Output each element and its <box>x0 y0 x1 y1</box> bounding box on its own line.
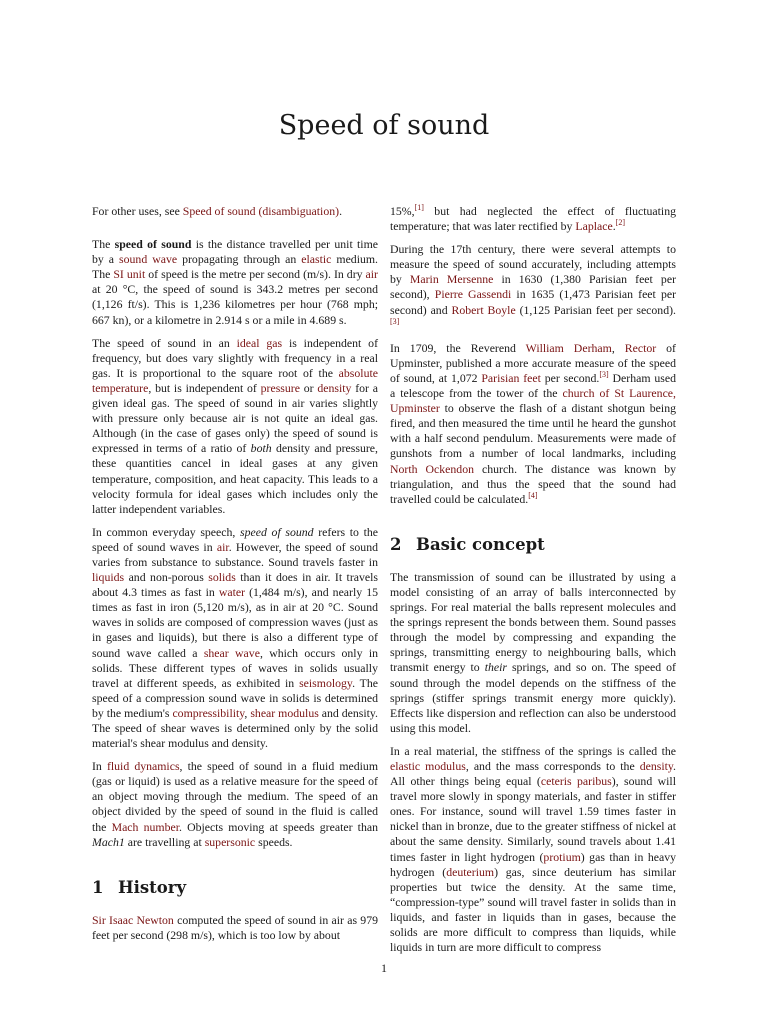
link-air[interactable]: air <box>365 267 378 282</box>
link-density[interactable]: density <box>317 380 352 395</box>
link-deuterium[interactable]: deuterium <box>446 864 495 879</box>
link-supersonic[interactable]: supersonic <box>204 834 256 849</box>
section-heading-basic-concept: 2 Basic concept <box>390 534 545 554</box>
history-paragraph: Sir Isaac Newton computed the speed of sound in air as 979 feet per second (298 m/s), which is too low by about <box>92 912 378 942</box>
link-church-st-laurence[interactable]: church of St Laurence, Upminster <box>390 386 676 416</box>
link-william-derham[interactable]: William Derham <box>525 340 612 355</box>
link-compressibility[interactable]: compressibility <box>172 705 245 720</box>
link-ceteris-paribus[interactable]: ceteris paribus <box>540 774 612 789</box>
everyday-speech-paragraph: In common everyday speech, speed of sound refers to the speed of sound waves in air. However, the speed of sound varies from substance to substance. Sound travels faster in liquids and non-porous solids than it does in air. It travels about 4.3 times as fast in water (1,484 m/s), and nearly 15 times as fast in iron (5,120 m/s), as in air at 20 °C. Sound waves in solids are composed of compression waves (just as in gases and liquids), but there is also a different type of sound wave called a shear wave, which occurs only in solids. These different types of waves in solids usually travel at different speeds, as exhibited in seismology. The speed of a compression sound wave in solids is determined by the medium's compressibility, shear modulus and density. The speed of shear waves is determined only by the solid material's shear modulus and density. <box>92 524 379 751</box>
link-disambiguation[interactable]: Speed of sound (disambiguation) <box>182 204 340 218</box>
link-pierre-gassendi[interactable]: Pierre Gassendi <box>434 287 512 302</box>
link-sound-wave[interactable]: sound wave <box>119 252 178 267</box>
link-robert-boyle[interactable]: Robert Boyle <box>451 302 516 317</box>
citation-1[interactable]: [1] <box>414 203 424 213</box>
link-elastic[interactable]: elastic <box>301 252 332 267</box>
basic-concept-paragraph: The transmission of sound can be illustrated by using a model consisting of an array of balls interconnected by springs. For real material the balls represent molecules and the springs represent the bonds between them. Sound passes through the model by compressing and expanding the springs, transmitting energy to neighbouring balls, which transmit energy to their springs, and so on. The speed of sound through the model depends on the stiffness of the springs (stiffer springs transmit energy more quickly). Effects like dispersion and reflection can also be understood using this model. <box>390 569 676 735</box>
right-column <box>390 204 676 963</box>
intro-paragraph: The speed of sound is the distance travelled per unit time by a sound wave propagating through an elastic medium. The SI unit of speed is the metre per second (m/s). In dry air at 20 °C, the speed of sound is 343.2 metres per second (1,126 ft/s). This is 1,236 kilometres per hour (768 mph; 667 kn), or a kilometre in 2.914 s or a mile in 4.689 s. <box>92 237 379 327</box>
link-pressure[interactable]: pressure <box>260 380 300 395</box>
link-shear-wave[interactable]: shear wave <box>203 645 260 660</box>
citation-4[interactable]: [4] <box>528 490 538 500</box>
link-mach-number[interactable]: Mach number <box>111 819 179 834</box>
link-seismology[interactable]: seismology <box>299 675 353 690</box>
hatnote: For other uses, see Speed of sound (disambiguation). <box>92 204 343 218</box>
ideal-gas-paragraph: The speed of sound in an ideal gas is independent of frequency, but does vary slightly with frequency in a real gas. It is proportional to the square root of the absolute temperature, but is independent of pressure or density for a given ideal gas. The speed of sound in air varies slightly with pressure only because air is not quite an ideal gas. Although (in the case of gases only) the speed of sound is expressed in terms of a ratio of both density and pressure, these quantities cancel in ideal gases at any given temperature, composition, and heat capacity. This leads to a velocity formula for ideal gases which includes only the latter independent variables. <box>92 335 378 516</box>
link-isaac-newton[interactable]: Sir Isaac Newton <box>92 912 174 927</box>
link-absolute-temperature[interactable]: absolute temperature <box>92 365 378 395</box>
link-laplace[interactable]: Laplace <box>575 219 613 234</box>
link-air-2[interactable]: air <box>216 539 229 554</box>
page-title: Speed of sound <box>278 110 490 141</box>
real-material-paragraph: In a real material, the stiffness of the springs is called the elastic modulus, and the mass corresponds to the density. All other things being equal (ceteris paribus), sound will travel more slowly in spongy materials, and faster in stiffer ones. For instance, sound will travel 1.59 times faster in nickel than in bronze, due to the greater stiffness of nickel at about the same density. Similarly, sound travels about 1.41 times faster in light hydrogen (protium) gas than in heavy hydrogen (deuterium) gas, since deuterium has similar properties but twice the density. At the same time, “compression-type” sound will travel faster in solids than in liquids, and faster in liquids than in gases, because the solids are more difficult to compress than liquids, while liquids in turn are more difficult to compress <box>390 743 677 955</box>
link-north-ockendon[interactable]: North Ockendon <box>390 461 474 476</box>
link-ideal-gas[interactable]: ideal gas <box>236 335 283 350</box>
seventeenth-century-paragraph: During the 17th century, there were several attempts to measure the speed of sound accurately, including attempts by Marin Mersenne in 1630 (1,380 Parisian feet per second), Pierre Gassendi in 1635 (1,473 Parisian feet per second) and Robert Boyle (1,125 Parisian feet per second).[3] <box>390 242 677 326</box>
page-number: 1 <box>381 961 387 975</box>
fluid-dynamics-paragraph: In fluid dynamics, the speed of sound in a fluid medium (gas or liquid) is used as a relative measure for the speed of an object moving through the medium. The speed of an object divided by the speed of sound in the fluid is called the Mach number. Objects moving at speeds greater than Mach1 are travelling at supersonic speeds. <box>92 759 378 849</box>
section-heading-history: 1 History <box>92 877 187 897</box>
link-elastic-modulus[interactable]: elastic modulus <box>390 759 466 773</box>
citation-3b[interactable]: [3] <box>599 370 609 380</box>
link-solids[interactable]: solids <box>208 570 236 585</box>
link-rector[interactable]: Rector <box>624 340 657 355</box>
link-protium[interactable]: protium <box>543 849 581 864</box>
history-continued-paragraph: 15%,[1] but had neglected the effect of fluctuating temperature; that was later rectified by Laplace.[2] <box>390 203 676 234</box>
link-marin-mersenne[interactable]: Marin Mersenne <box>409 272 494 287</box>
citation-3[interactable]: [3] <box>390 316 400 326</box>
link-shear-modulus[interactable]: shear modulus <box>250 705 319 720</box>
link-water[interactable]: water <box>218 585 246 600</box>
link-density-2[interactable]: density <box>639 759 674 773</box>
left-column <box>92 204 378 951</box>
citation-2[interactable]: [2] <box>615 218 625 228</box>
derham-paragraph: In 1709, the Reverend William Derham, Rector of Upminster, published a more accurate measure of the speed of sound, at 1,072 Parisian feet per second.[3] Derham used a telescope from the tower of the church of St Laurence, Upminster to observe the flash of a distant shotgun being fired, and then measured the time until he heard the gunshot with a half second pendulum. Measurements were made of gunshots from a number of local landmarks, including North Ockendon church. The distance was known by triangulation, and thus the speed that the sound had travelled could be calculated.[4] <box>390 340 676 506</box>
link-parisian-feet[interactable]: Parisian feet <box>481 370 541 385</box>
link-fluid-dynamics[interactable]: fluid dynamics <box>106 759 180 774</box>
link-si-unit[interactable]: SI unit <box>113 267 146 282</box>
link-liquids[interactable]: liquids <box>92 570 125 585</box>
